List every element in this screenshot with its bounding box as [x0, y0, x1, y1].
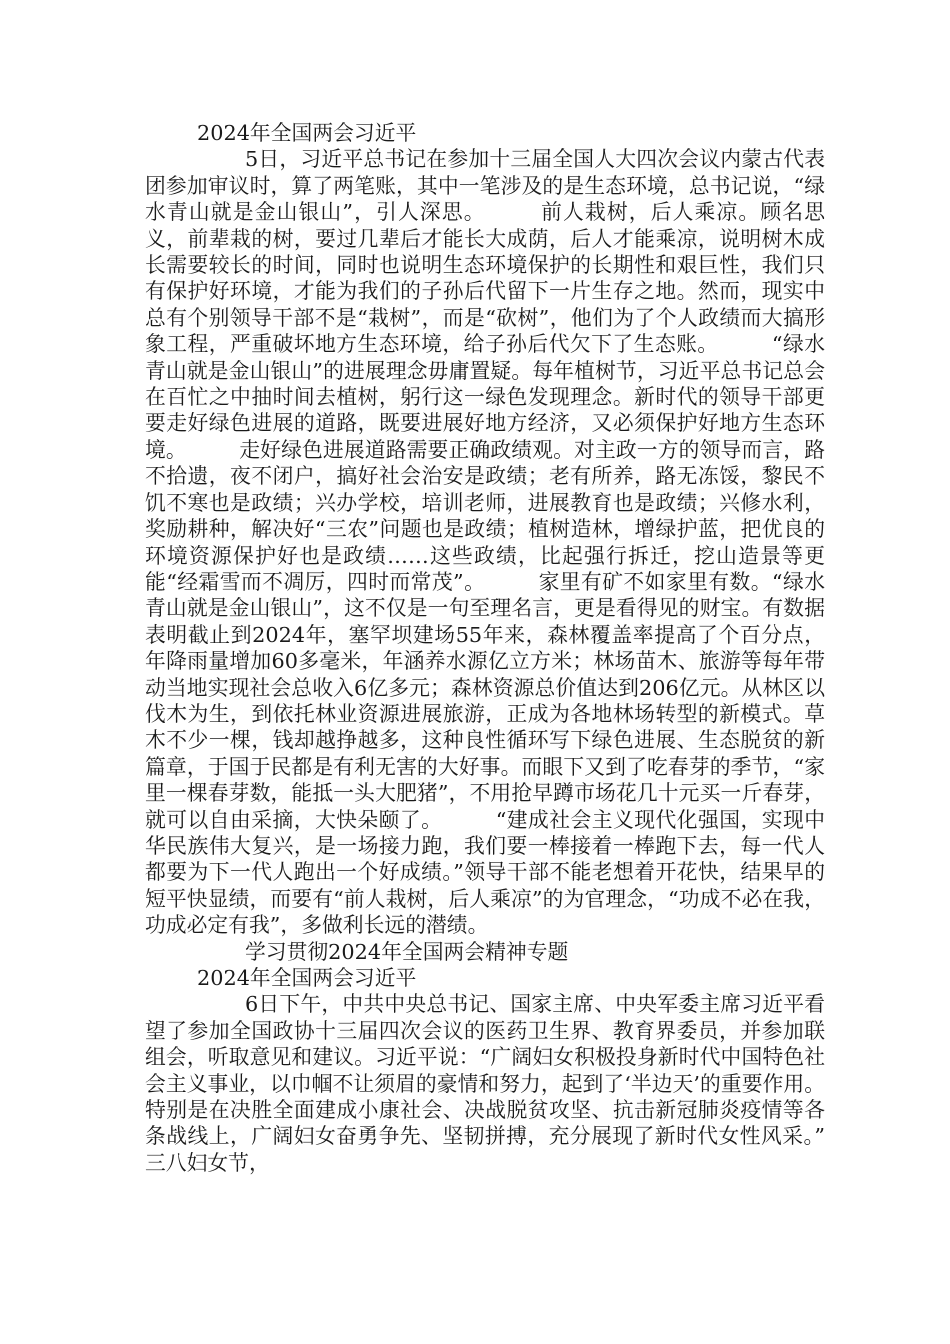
section-1-body: 5日，习近平总书记在参加十三届全国人大四次会议内蒙古代表团参加审议时，算了两笔账，其中一笔涉及的是生态环境，总书记说，“绿水青山就是金山银山”，引人深思。 前人栽树，后人乘凉。顾名思义，前辈栽的树，要过几辈后才能长大成荫，后人才能乘凉，说明树木成长需要较长的时间，同时也说明生态环境保护的长期性和艰巨性，我们只有保护好环境，才能为我们的子孙后代留下一片生存之地。然而，现实中总有个别领导干部不是“栽树”，而是“砍树”，他们为了个人政绩而大搞形象工程，严重破坏地方生态环境，给子孙后代欠下了生态账。 “绿水青山就是金山银山”的进展理念毋庸置疑。每年植树节，习近平总书记总会在百忙之中抽时间去植树，躬行这一绿色发现理念。新时代的领导干部更要走好绿色进展的道路，既要进展好地方经济，又必须保护好地方生态环境。 走好绿色进展道路需要正确政绩观。对主政一方的领导而言，路不拾遗，夜不闭户，搞好社会治安是政绩；老有所养，路无冻馁，黎民不饥不寒也是政绩；兴办学校，培训老师，进展教育也是政绩；兴修水利，奖励耕种，解决好“三农”问题也是政绩；植树造林，增绿护蓝，把优良的环境资源保护好也是政绩……这些政绩，比起强行拆迁，挖山造景等更能“经霜雪而不凋厉，四时而常茂”。 家里有矿不如家里有数。“绿水青山就是金山银山”，这不仅是一句至理名言，更是看得见的财宝。有数据表明截止到2024年，塞罕坝建场55年来，森林覆盖率提高了个百分点，年降雨量增加60多毫米，年涵养水源亿立方米；林场苗木、旅游等每年带动当地实现社会总收入6亿多元；森林资源总价值达到206亿元。从林区以伐木为生，到依托林业资源进展旅游，正成为各地林场转型的新模式。草木不少一棵，钱却越挣越多，这种良性循环写下绿色进展、生态脱贫的新篇章，于国于民都是有利无害的大好事。而眼下又到了吃春芽的季节，“家里一棵春芽数，能抵一头大肥猪”，不用抢早蹲市场花几十元买一斤春芽，就可以自由采摘，大快朵颐了。 “建成社会主义现代化强国，实现中华民族伟大复兴，是一场接力跑，我们要一棒接着一棒跑下去，每一代人都要为下一代人跑出一个好成绩。”领导干部不能老想着开花快，结果早的短平快显绩，而要有“前人栽树，后人乘凉”的为官理念，“功成不必在我，功成必定有我”，多做利长远的潜绩。: [145, 147, 825, 938]
document-page: [145, 120, 888, 1176]
section-2-title: 2024年全国两会习近平: [197, 966, 417, 990]
section-2-body: 6日下午，中共中央总书记、国家主席、中央军委主席习近平看望了参加全国政协十三届四次会议的医药卫生界、教育界委员，并参加联组会，听取意见和建议。习近平说：“广阔妇女积极投身新时代中国特色社会主义事业，以巾帼不让须眉的豪情和努力，起到了‘半边天’的重要作用。特别是在决胜全面建成小康社会、决战脱贫攻坚、抗击新冠肺炎疫情等各条战线上，广阔妇女奋勇争先、坚韧拼搏，充分展现了新时代女性风采。” 三八妇女节，: [145, 992, 888, 1175]
section-2-heading: 学习贯彻2024年全国两会精神专题: [245, 939, 569, 964]
section-1-title: 2024年全国两会习近平: [197, 121, 417, 145]
